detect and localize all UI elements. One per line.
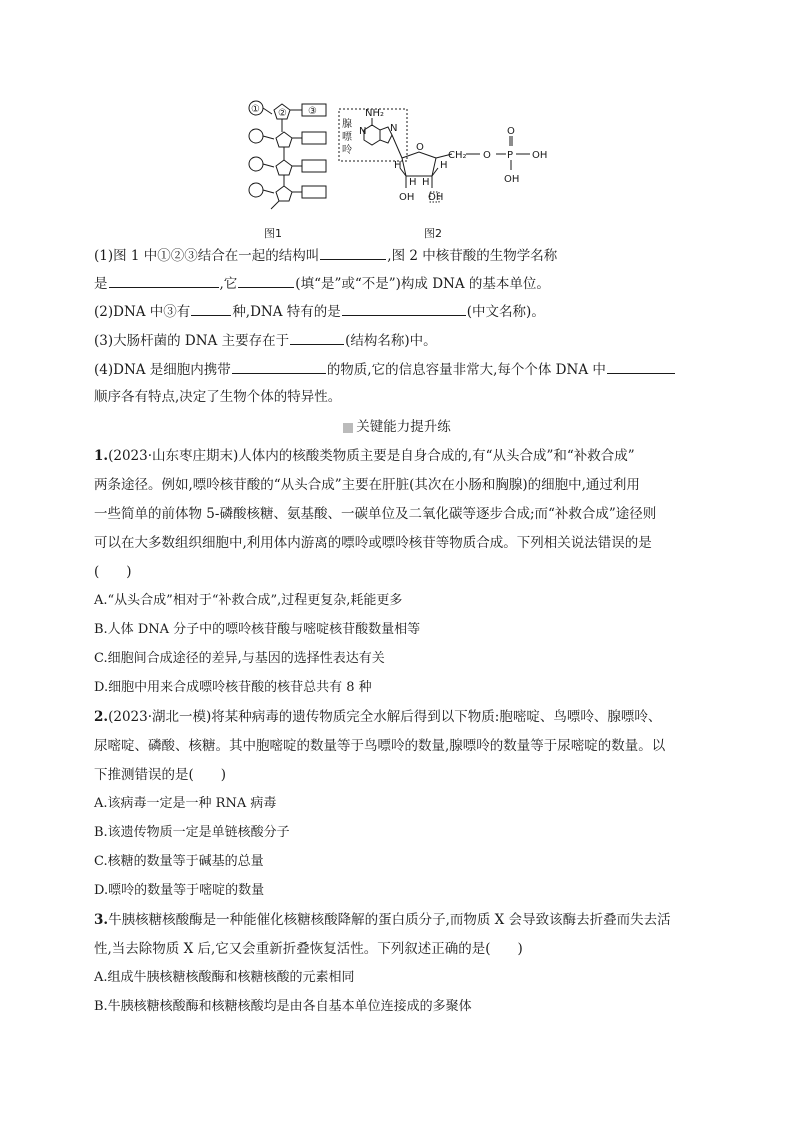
nucleotide-figures [244, 96, 564, 236]
section-marker-icon [343, 423, 353, 433]
fill-question-4a: (4)DNA 是细胞内携带 的物质,它的信息容量非常大,每个个体 DNA 中 [94, 359, 676, 380]
question-2-option-a[interactable]: A.该病毒一定是一种 RNA 病毒 [94, 796, 277, 811]
question-1-line-2: 两条途径。例如,嘌呤核苷酸的“从头合成”主要在肝脏(其次在小肠和胸腺)的细胞中,通过利用 [94, 477, 640, 493]
fig1-label-2: ② [278, 108, 287, 119]
ch2-group: CH₂ [448, 150, 467, 161]
adenine-char-2: 嘌 [342, 132, 352, 143]
question-1-option-d[interactable]: D.细胞中用来合成嘌呤核苷酸的核苷总共有 8 种 [94, 680, 372, 695]
fig1-label-1: ① [251, 104, 260, 115]
oh-right: OH [428, 192, 444, 203]
figure-1-strand [249, 101, 326, 209]
h-atom-3: H [409, 177, 417, 188]
phosphorus: P [507, 150, 514, 161]
fig1-label-3: ③ [308, 106, 317, 117]
question-2-line-3: 下推测错误的是( ) [94, 767, 227, 783]
fill-question-1b: 是 ,它 (填“是”或“不是”)构成 DNA 的基本单位。 [94, 273, 550, 294]
adenine-char-1: 腺 [342, 119, 352, 130]
answer-blank[interactable] [342, 301, 466, 316]
question-number: 2. [94, 709, 109, 725]
question-3-option-a[interactable]: A.组成牛胰核糖核酸酶和核糖核酸的元素相同 [94, 970, 355, 985]
question-3-line-2: 性,当去除物质 X 后,它又会重新折叠恢复活性。下列叙述正确的是( ) [94, 941, 523, 957]
question-2-option-b[interactable]: B.该遗传物质一定是单链核酸分子 [94, 825, 290, 840]
oh-left: OH [399, 192, 415, 203]
n-atom-1: N [359, 126, 367, 137]
h-atom-1: H [394, 160, 402, 171]
figure-2-nucleotide [339, 108, 547, 203]
question-1-line-4: 可以在大多数组织细胞中,利用体内游离的嘌呤或嘌呤核苷等物质合成。下列相关说法错误的是 [94, 535, 652, 551]
fill-question-3: (3)大肠杆菌的 DNA 主要存在于 (结构名称)中。 [94, 330, 437, 351]
answer-blank[interactable] [320, 245, 386, 260]
ester-oxygen: O [483, 150, 491, 161]
question-1-option-a[interactable]: A.“从头合成”相对于“补救合成”,过程更复杂,耗能更多 [94, 593, 403, 608]
oh-phosphate-right: OH [532, 150, 548, 161]
oh-phosphate-bottom: OH [504, 174, 520, 185]
question-2-option-c[interactable]: C.核糖的数量等于碱基的总量 [94, 854, 264, 869]
question-3-option-b[interactable]: B.牛胰核糖核酸酶和核糖核酸均是由各自基本单位连接成的多聚体 [94, 999, 472, 1014]
figure-2-caption: 图2 [424, 227, 442, 240]
answer-blank[interactable] [607, 359, 675, 374]
double-oxygen: O [507, 126, 515, 137]
question-number: 1. [94, 448, 109, 464]
question-2-line-1: 2.(2023·湖北一模)将某种病毒的遗传物质完全水解后得到以下物质:胞嘧啶、鸟嘌呤、腺嘌呤、 [94, 709, 662, 725]
question-3-line-1: 3.牛胰核糖核酸酶是一种能催化核糖核酸降解的蛋白质分子,而物质 X 会导致该酶去折叠而失去活 [94, 912, 671, 928]
n-atom-2: N [390, 123, 398, 134]
answer-blank[interactable] [109, 273, 219, 288]
figure-1-caption: 图1 [264, 227, 282, 240]
answer-blank[interactable] [290, 330, 344, 345]
answer-blank[interactable] [238, 273, 294, 288]
nh2-group: NH₂ [365, 108, 385, 119]
question-2-option-d[interactable]: D.嘌呤的数量等于嘧啶的数量 [94, 883, 265, 898]
question-2-line-2: 尿嘧啶、磷酸、核糖。其中胞嘧啶的数量等于鸟嘌呤的数量,腺嘌呤的数量等于尿嘧啶的数量。以 [94, 738, 666, 754]
question-1-line-1: 1.(2023·山东枣庄期末)人体内的核酸类物质主要是自身合成的,有“从头合成”和“补救合成” [94, 448, 635, 464]
question-number: 3. [94, 912, 109, 928]
question-1-option-b[interactable]: B.人体 DNA 分子中的嘌呤核苷酸与嘧啶核苷酸数量相等 [94, 622, 421, 637]
question-1-answer-slot[interactable]: ( ) [94, 564, 132, 580]
fill-question-2: (2)DNA 中③有 种,DNA 特有的是 (中文名称)。 [94, 301, 545, 322]
section-heading: 关键能力提升练 [0, 415, 794, 435]
adenine-char-3: 呤 [342, 145, 352, 156]
ring-oxygen: O [416, 142, 424, 153]
answer-blank[interactable] [232, 359, 326, 374]
h-atom-4: H [422, 177, 430, 188]
question-1-line-3: 一些简单的前体物 5-磷酸核糖、氨基酸、一碳单位及二氧化碳等逐步合成;而“补救合成”途径则 [94, 506, 657, 522]
h-atom-2: H [440, 160, 448, 171]
fill-question-1a: (1)图 1 中①②③结合在一起的结构叫 ,图 2 中核苷酸的生物学名称 [94, 245, 557, 266]
fill-question-4b: 顺序各有特点,决定了生物个体的特异性。 [94, 389, 342, 405]
question-1-option-c[interactable]: C.细胞间合成途径的差异,与基因的选择性表达有关 [94, 651, 385, 666]
answer-blank[interactable] [191, 301, 231, 316]
